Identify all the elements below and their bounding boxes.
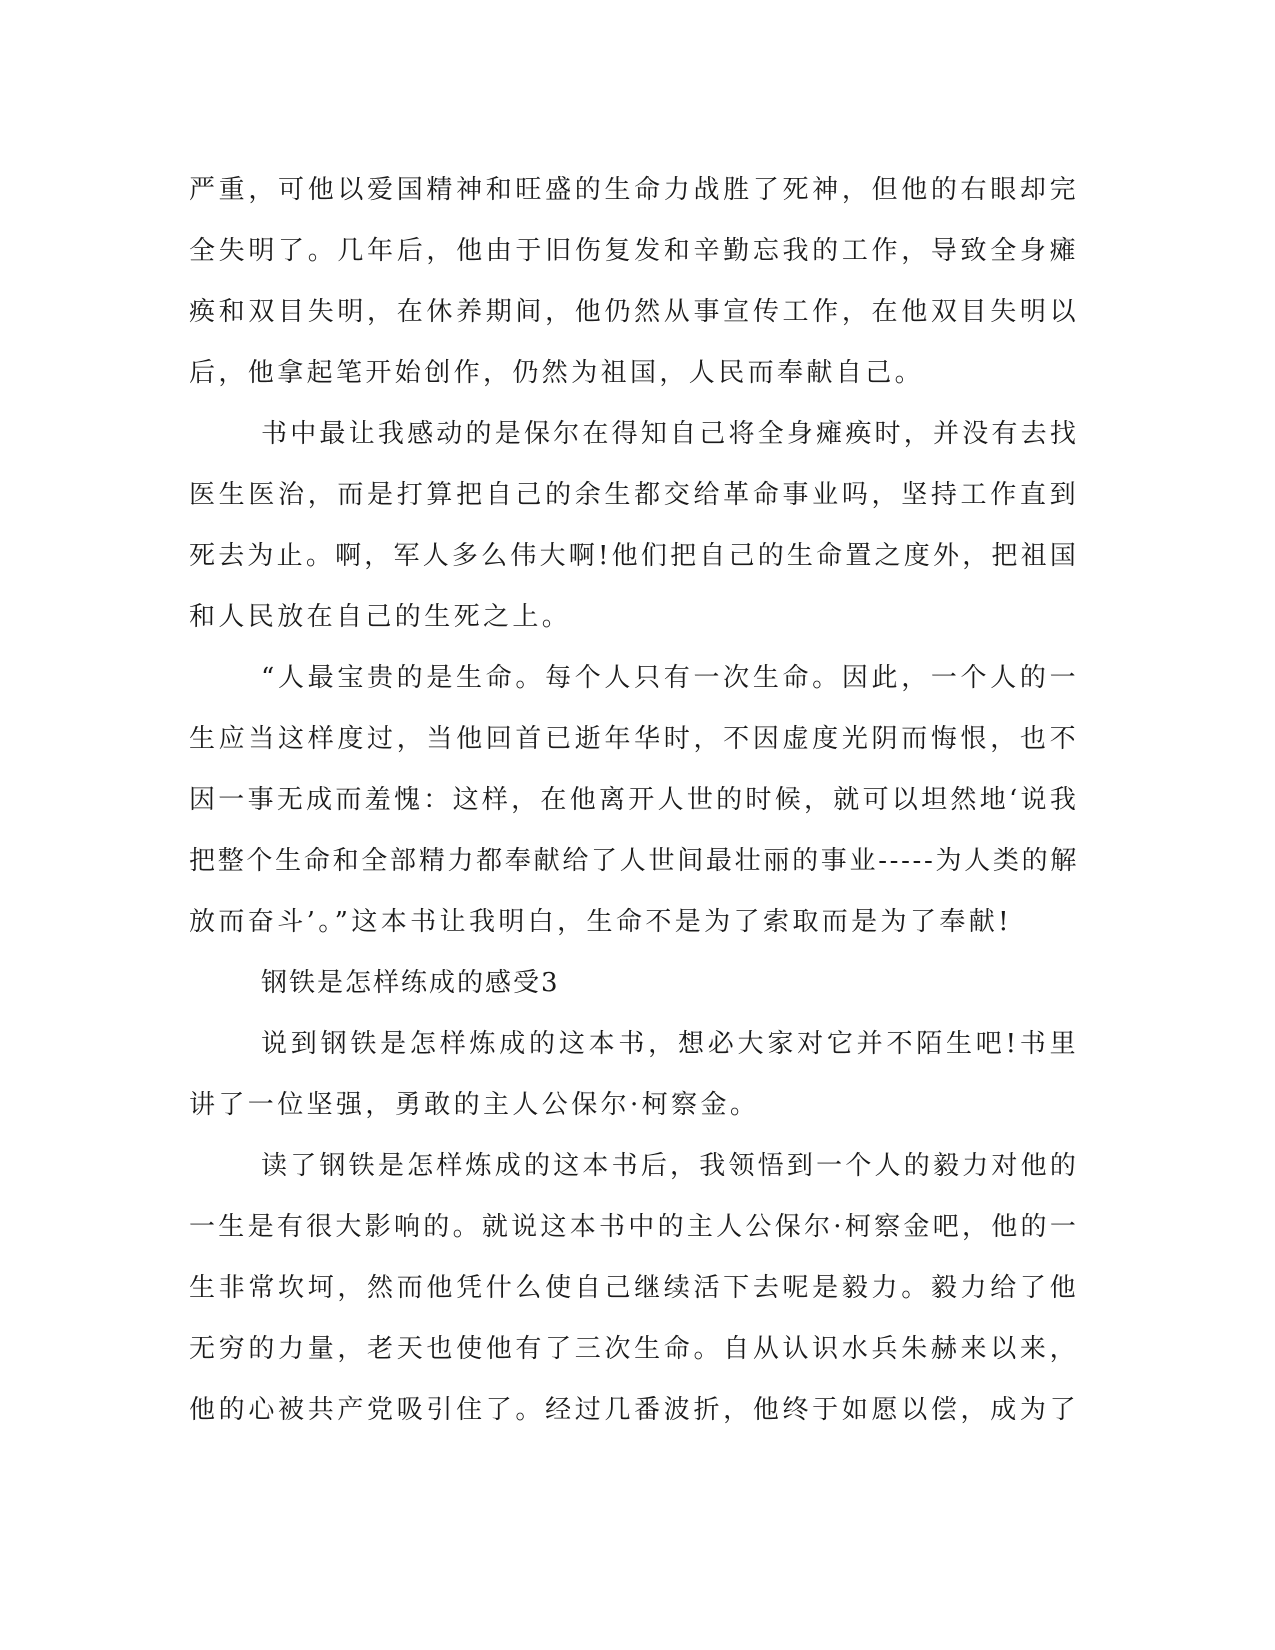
text-line: 医生医治，而是打算把自己的余生都交给革命事业吗，坚持工作直到 [189, 480, 1079, 510]
paragraph-start-line: “人最宝贵的是生命。每个人只有一次生命。因此，一个人的一 [261, 663, 1079, 693]
text-line: 无穷的力量，老天也使他有了三次生命。自从认识水兵朱赫来以来， [189, 1334, 1079, 1364]
body-text [189, 160, 1079, 1441]
text-line: 生非常坎坷，然而他凭什么使自己继续活下去呢是毅力。毅力给了他 [189, 1273, 1079, 1303]
text-line: 一生是有很大影响的。就说这本书中的主人公保尔·柯察金吧，他的一 [189, 1212, 1079, 1242]
text-line: 痪和双目失明，在休养期间，他仍然从事宣传工作，在他双目失明以 [189, 297, 1079, 327]
text-line: 和人民放在自己的生死之上。 [189, 602, 572, 632]
text-line: 生应当这样度过，当他回首已逝年华时，不因虚度光阴而悔恨，也不 [189, 724, 1079, 754]
text-line: 后，他拿起笔开始创作，仍然为祖国，人民而奉献自己。 [189, 358, 925, 388]
text-line: 全失明了。几年后，他由于旧伤复发和辛勤忘我的工作，导致全身瘫 [189, 236, 1079, 266]
paragraph-start-line: 说到钢铁是怎样炼成的这本书，想必大家对它并不陌生吧!书里 [261, 1029, 1079, 1059]
text-line: 死去为止。啊，军人多么伟大啊!他们把自己的生命置之度外，把祖国 [189, 541, 1079, 571]
section-heading: 钢铁是怎样练成的感受3 [261, 968, 560, 998]
text-line: 放而奋斗’。”这本书让我明白，生命不是为了索取而是为了奉献! [189, 907, 1013, 937]
text-line: 因一事无成而羞愧：这样，在他离开人世的时候，就可以坦然地‘说我 [189, 785, 1079, 815]
text-line: 把整个生命和全部精力都奉献给了人世间最壮丽的事业-----为人类的解 [189, 846, 1079, 876]
paragraph-start-line: 书中最让我感动的是保尔在得知自己将全身瘫痪时，并没有去找 [261, 419, 1079, 449]
text-line: 严重，可他以爱国精神和旺盛的生命力战胜了死神，但他的右眼却完 [189, 175, 1079, 205]
text-line: 讲了一位坚强，勇敢的主人公保尔·柯察金。 [189, 1090, 760, 1120]
paragraph-start-line: 读了钢铁是怎样炼成的这本书后，我领悟到一个人的毅力对他的 [261, 1151, 1079, 1181]
text-line: 他的心被共产党吸引住了。经过几番波折，他终于如愿以偿，成为了 [189, 1395, 1079, 1425]
